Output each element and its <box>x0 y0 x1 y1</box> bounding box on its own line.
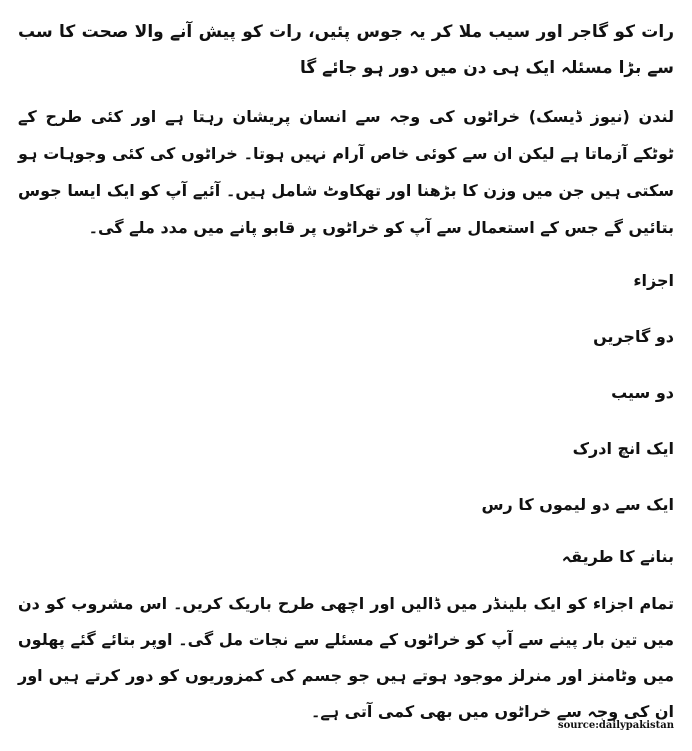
article-title: رات کو گاجر اور سیب ملا کر یہ جوس پئیں، رات کو پیش آنے والا صحت کا سب سے بڑا مسئلہ ایک ہی دن میں دور ہو جائے گا <box>18 22 674 78</box>
ingredient-item: دو سیب <box>611 383 674 402</box>
method-heading: بنانے کا طریقہ <box>561 547 674 566</box>
source-credit: source:dailypakistan <box>557 720 674 731</box>
ingredients-heading: اجزاء <box>633 271 674 290</box>
intro-paragraph: لندن (نیوز ڈیسک) خراٹوں کی وجہ سے انسان پریشان رہتا ہے اور کئی طرح کے ٹوٹکے آزماتا ہے لیکن ان سے کوئی خاص آرام نہیں ہوتا۔ خراٹوں کی کئی وجوہات ہو سکتی ہیں جن میں وزن کا بڑھنا اور تھکاوٹ شامل ہیں۔ آئیے آپ کو ایک ایسا جوس بتائیں گے جس کے استعمال سے آپ کو خراٹوں پر قابو پانے میں مدد ملے گی۔ <box>18 107 674 237</box>
method-paragraph: تمام اجزاء کو ایک بلینڈر میں ڈالیں اور اچھی طرح باریک کریں۔ اس مشروب کو دن میں تین بار پینے سے آپ کو خراٹوں کے مسئلے سے نجات مل گی۔ اوپر بتائے گئے پھلوں میں وٹامنز اور منرلز موجود ہوتے ہیں جو جسم کی کمزوریوں کو دور کرتے ہیں اور ان کی وجہ سے خراٹوں میں بھی کمی آتی ہے۔ <box>18 594 674 721</box>
ingredient-item: دو گاجریں <box>593 327 674 346</box>
ingredient-item: ایک انچ ادرک <box>572 439 674 458</box>
article-body <box>18 0 674 730</box>
ingredient-item: ایک سے دو لیموں کا رس <box>481 495 674 514</box>
